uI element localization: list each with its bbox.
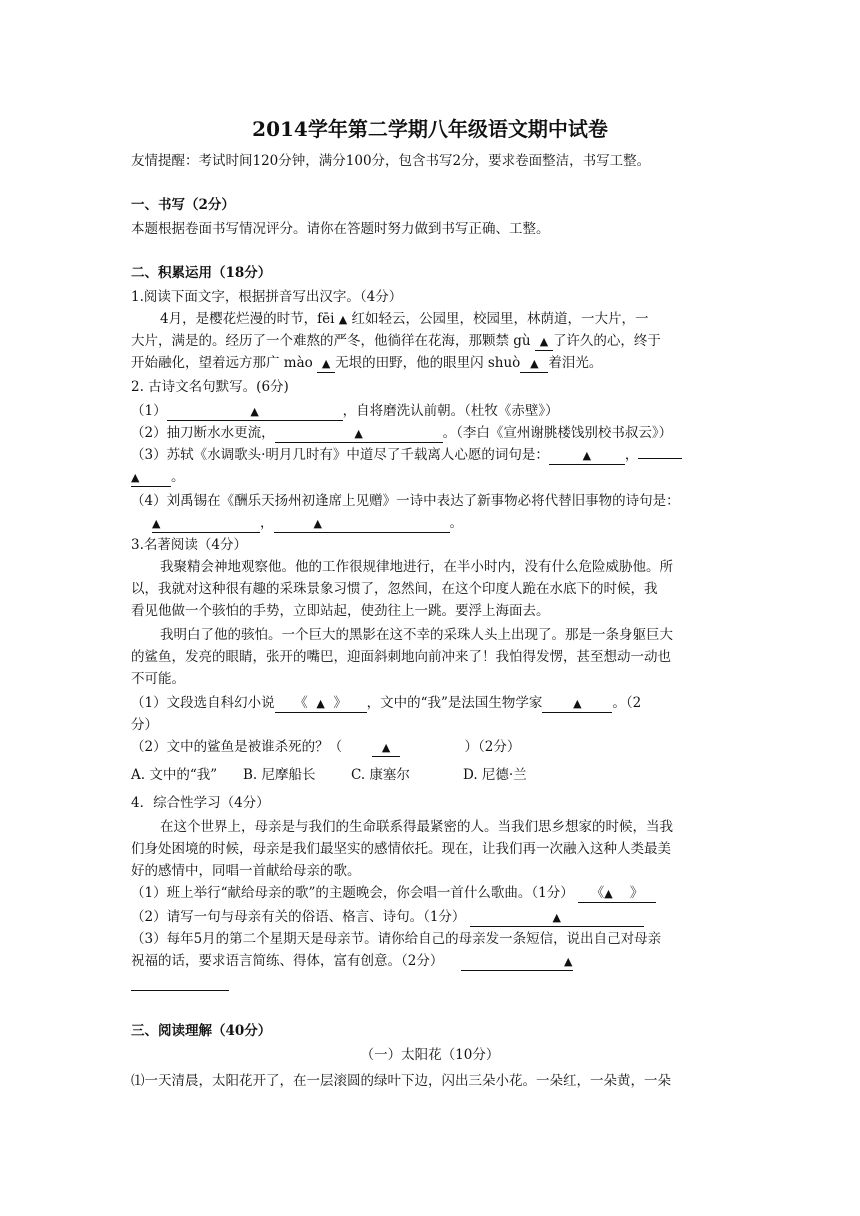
answer-blank[interactable]: ▲ [131, 469, 171, 487]
answer-blank[interactable]: ▲ [535, 333, 553, 351]
q2-item4-cont: ▲ ， ▲ 。 [152, 515, 463, 531]
q1-line2: 大片，满是的。经历了一个难熬的严冬，他徜徉在花海，那颗禁 gù ▲ 了许久的心，终于 [131, 333, 661, 349]
q3-passage-line: 的鲨鱼，发亮的眼睛，张开的嘴巴，迎面斜刺地向前冲来了！我怕得发愣，甚至想动一动也 [131, 649, 671, 665]
q4-sub3-cont: 祝福的话，要求语言简练、得体，富有创意。（2分） ▲ [131, 953, 573, 969]
answer-line[interactable] [131, 990, 229, 991]
q3-passage-line: 我明白了他的骇怕。一个巨大的黑影在这不幸的采珠人头上出现了。那是一条身躯巨大 [160, 627, 673, 643]
option-a[interactable]: A. 文中的“我” [131, 767, 218, 783]
q2-item2: （2）抽刀断水水更流， ▲ 。（李白《宣州谢朓楼饯别校书叔云》） [131, 425, 673, 441]
answer-blank[interactable]: ▲ [152, 515, 260, 533]
q1-line1: 4月，是樱花烂漫的时节，fēi ▲ 红如轻云，公园里，校园里，林荫道，一大片，一 [160, 311, 649, 327]
q3-sub1-cont: 分） [131, 717, 158, 733]
q1-stem: 1.阅读下面文字，根据拼音写出汉字。（4分） [131, 289, 403, 305]
q3-passage-line: 以，我就对这种很有趣的采珠景象习惯了，忽然间，在这个印度人跪在水底下的时候，我 [131, 581, 658, 597]
q3-sub1: （1）文段选自科幻小说 《 ▲ 》 ，文中的“我”是法国生物学家 ▲ 。（2 [131, 695, 642, 711]
answer-blank[interactable]: ▲ [542, 695, 612, 713]
section1-heading: 一、书写（2分） [131, 197, 235, 213]
section2-heading: 二、积累运用（18分） [131, 265, 272, 281]
answer-blank[interactable]: ▲ [167, 403, 343, 421]
answer-mark: ▲ [338, 313, 348, 326]
reading1-title: （一）太阳花（10分） [360, 1047, 500, 1063]
q2-item3: （3）苏轼《水调歌头·明月几时有》中道尽了千载离人心愿的词句是： ▲ ， [131, 446, 682, 465]
q4-sub3: （3）每年5月的第二个星期天是母亲节。请你给自己的母亲发一条短信，说出自己对母亲 [131, 931, 662, 947]
answer-blank[interactable]: 《▲ 》 [578, 885, 656, 903]
q4-sub1: （1）班上举行“献给母亲的歌”的主题晚会，你会唱一首什么歌曲。（1分） 《▲ 》 [131, 884, 656, 903]
answer-blank[interactable]: ▲ [549, 447, 625, 465]
answer-blank[interactable]: ▲ [520, 355, 548, 373]
section3-heading: 三、阅读理解（40分） [131, 1023, 272, 1039]
answer-blank[interactable] [638, 458, 682, 459]
answer-blank[interactable]: ▲ [372, 739, 400, 757]
answer-blank[interactable]: ▲ [274, 515, 450, 533]
answer-blank[interactable]: 《 ▲ 》 [275, 695, 367, 713]
q4-passage-line: 们身处困境的时候，母亲是我们最坚实的感情依托。现在，让我们再一次融入这种人类最美 [131, 841, 671, 857]
q2-item3-cont: ▲ 。 [131, 469, 185, 485]
option-d[interactable]: D. 尼德·兰 [463, 767, 527, 783]
q2-item4: （4）刘禹锡在《酬乐天扬州初逢席上见赠》一诗中表达了新事物必将代替旧事物的诗句是： [131, 493, 680, 509]
q2-item1: （1） ▲ ，自将磨洗认前朝。（杜牧《赤壁》） [131, 403, 559, 419]
reading1-paragraph: ⑴一天清晨，太阳花开了，在一层滚圆的绿叶下边，闪出三朵小花。一朵红，一朵黄，一朵 [131, 1073, 671, 1089]
q4-passage-line: 在这个世界上，母亲是与我们的生命联系得最紧密的人。当我们思乡想家的时候，当我 [160, 819, 673, 835]
q1-line3: 开始融化，望着远方那广 mào ▲ 无垠的田野，他的眼里闪 shuò ▲ 着泪光。 [131, 355, 603, 371]
q3-sub2: （2）文中的鲨鱼是被谁杀死的？（ ▲ ）（2分） [131, 739, 521, 755]
q3-passage-line: 我聚精会神地观察他。他的工作很规律地进行，在半小时内，没有什么危险威胁他。所 [160, 559, 673, 575]
option-c[interactable]: C. 康塞尔 [351, 767, 410, 783]
exam-title: 2014学年第二学期八年级语文期中试卷 [252, 117, 608, 141]
q3-passage-line: 看见他做一个骇怕的手势，立即站起，使劲往上一跳。要浮上海面去。 [131, 603, 550, 619]
answer-blank[interactable]: ▲ [275, 425, 443, 443]
q4-passage-line: 好的感情中，同唱一首献给母亲的歌。 [131, 863, 361, 879]
q4-sub2: （2）请写一句与母亲有关的俗语、格言、诗句。（1分） ▲ [131, 908, 644, 927]
exam-notice: 友情提醒：考试时间120分钟，满分100分，包含书写2分，要求卷面整洁，书写工整。 [131, 153, 651, 169]
q3-passage-line: 不可能。 [131, 671, 185, 687]
answer-blank[interactable]: ▲ [470, 909, 644, 927]
q3-stem: 3.名著阅读（4分） [131, 537, 247, 553]
section1-text: 本题根据卷面书写情况评分。请你在答题时努力做到书写正确、工整。 [131, 221, 550, 237]
answer-blank[interactable]: ▲ [461, 953, 573, 971]
q2-stem: 2. 古诗文名句默写。(6分) [131, 379, 289, 395]
answer-blank[interactable]: ▲ [317, 355, 335, 373]
option-b[interactable]: B. 尼摩船长 [243, 767, 316, 783]
q4-stem: 4．综合性学习（4分） [131, 795, 270, 811]
q3-options [131, 766, 527, 784]
